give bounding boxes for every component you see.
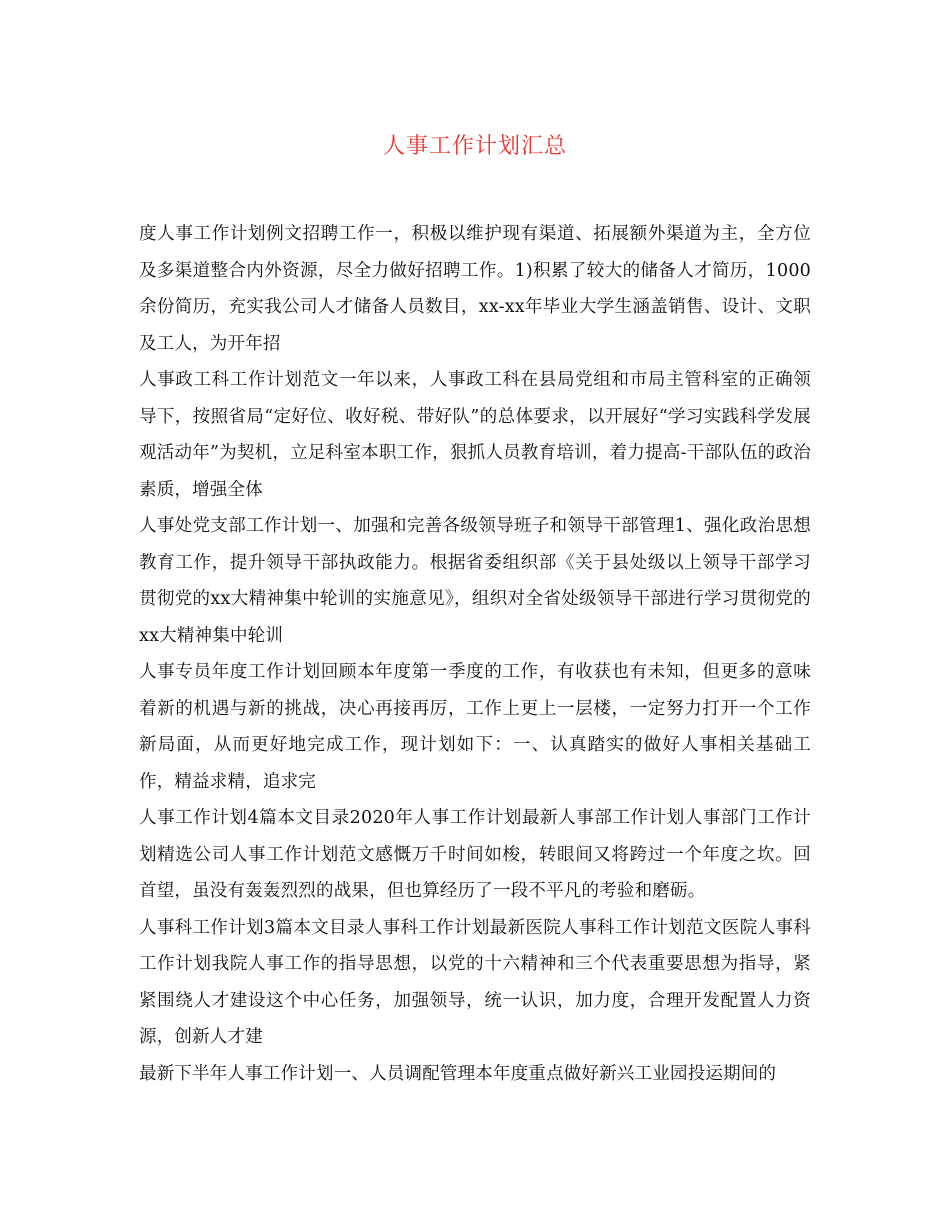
- paragraph: 人事科工作计划3篇本文目录人事科工作计划最新医院人事科工作计划范文医院人事科工作计划我院人事工作的指导思想，以党的十六精神和三个代表重要思想为指导，紧紧围绕人才建设这个中心任务，加强领导，统一认识，加力度，合理开发配置人力资源，创新人才建: [139, 917, 811, 1047]
- document-title: 人事工作计划汇总: [382, 134, 567, 159]
- paragraph: 人事政工科工作计划范文一年以来，人事政工科在县局党组和市局主管科室的正确领导下，按照省局“定好位、收好税、带好队”的总体要求，以开展好“学习实践科学发展观活动年”为契机，立足科室本职工作，狠抓人员教育培训，着力提高-干部队伍的政治素质，增强全体: [139, 370, 811, 500]
- document-body: [139, 216, 811, 1092]
- paragraph: 人事专员年度工作计划回顾本年度第一季度的工作，有收获也有未知，但更多的意味着新的机遇与新的挑战，决心再接再厉，工作上更上一层楼，一定努力打开一个工作新局面，从而更好地完成工作，现计划如下：一、认真踏实的做好人事相关基础工作，精益求精，追求完: [139, 662, 811, 792]
- paragraph: 最新下半年人事工作计划一、人员调配管理本年度重点做好新兴工业园投运期间的: [139, 1063, 777, 1084]
- paragraph: 度人事工作计划例文招聘工作一，积极以维护现有渠道、拓展额外渠道为主，全方位及多渠道整合内外资源，尽全力做好招聘工作。1)积累了较大的储备人才简历，1000余份简历，充实我公司人才储备人员数目，xx-xx年毕业大学生涵盖销售、设计、文职及工人，为开年招: [139, 224, 811, 354]
- paragraph: 人事处党支部工作计划一、加强和完善各级领导班子和领导干部管理1、强化政治思想教育工作，提升领导干部执政能力。根据省委组织部《关于县处级以上领导干部学习贯彻党的xx大精神集中轮训的实施意见》，组织对全省处级领导干部进行学习贯彻党的xx大精神集中轮训: [139, 516, 811, 646]
- paragraph: 人事工作计划4篇本文目录2020年人事工作计划最新人事部工作计划人事部门工作计划精选公司人事工作计划范文感慨万千时间如梭，转眼间又将跨过一个年度之坎。回首望，虽没有轰轰烈烈的战果，但也算经历了一段不平凡的考验和磨砺。: [139, 808, 811, 901]
